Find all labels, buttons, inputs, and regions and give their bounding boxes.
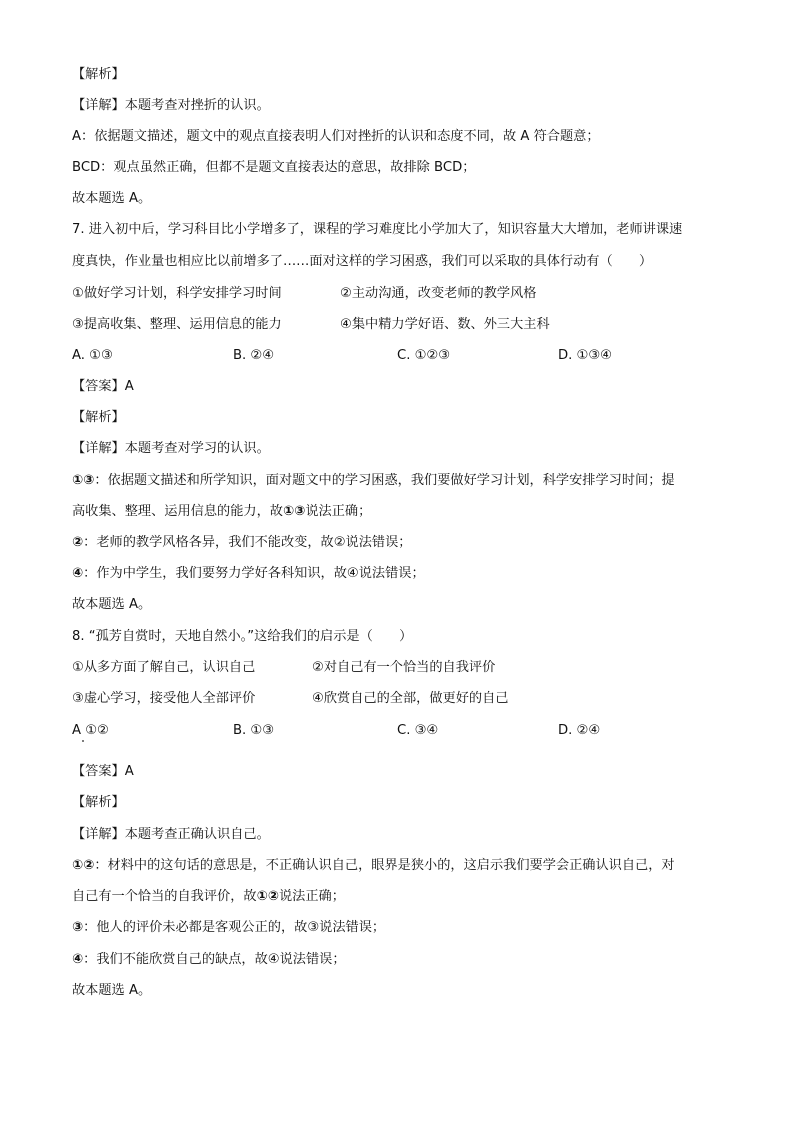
explanation-line (72, 918, 732, 938)
explanation-text: 说法正确； (305, 504, 372, 519)
statement-item: ②主动沟通，改变老师的教学风格 (340, 286, 537, 301)
statement-item: ④欣赏自己的全部，做更好的自己 (312, 691, 509, 706)
explanation-line (72, 950, 732, 970)
statement-item: ②对自己有一个恰当的自我评价 (312, 660, 496, 675)
explanation-line (72, 471, 732, 491)
statement-item: ④集中精力学好语、数、外三大主科 (340, 317, 550, 332)
question-stem: 度真快，作业量也相应比以前增多了……面对这样的学习困惑，我们可以采取的具体行动有（ ） (72, 254, 653, 269)
statement-item: ③虚心学习，接受他人全部评价 (72, 691, 256, 706)
explanation-line (72, 533, 732, 553)
explanation-line (72, 856, 732, 876)
explanation-line: BCD：观点虽然正确，但都不是题文直接表达的意思，故排除 BCD； (72, 160, 476, 175)
xiangjie-text: 【详解】本题考查对挫折的认识。 (72, 98, 270, 113)
explanation-line (72, 502, 732, 522)
jiexi-heading: 【解析】 (72, 410, 125, 425)
option-marker: ③ (72, 920, 84, 935)
xiangjie-text: 【详解】本题考查正确认识自己。 (72, 827, 270, 842)
choice-option: A. ①③ (72, 348, 113, 363)
stray-dot (82, 740, 84, 742)
statement-item: ①从多方面了解自己，认识自己 (72, 660, 256, 675)
explanation-text: 自己有一个恰当的自我评价，故 (72, 889, 257, 904)
conclusion-text: 故本题选 A。 (72, 983, 152, 998)
choice-option: A ①② (72, 723, 109, 738)
jiexi-heading: 【解析】 (72, 795, 125, 810)
choice-option: B. ①③ (233, 723, 275, 738)
option-marker: ①② (72, 858, 95, 873)
explanation-text: ：他人的评价未必都是客观公正的，故③说法错误； (83, 920, 386, 935)
explanation-text: ：材料中的这句话的意思是，不正确认识自己，眼界是狭小的，这启示我们要学会正确认识自己，对 (94, 858, 675, 873)
option-marker: ①② (256, 889, 279, 904)
option-marker: ② (72, 535, 84, 550)
explanation-line: A：依据题文描述，题文中的观点直接表明人们对挫折的认识和态度不同，故 A 符合题意； (72, 129, 600, 144)
option-marker: ④ (72, 952, 84, 967)
explanation-line (72, 887, 732, 907)
choice-option: B. ②④ (233, 348, 275, 363)
conclusion-text: 故本题选 A。 (72, 597, 152, 612)
statement-item: ①做好学习计划，科学安排学习时间 (72, 286, 282, 301)
explanation-text: 高收集、整理、运用信息的能力，故 (72, 504, 283, 519)
option-marker: ①③ (283, 504, 306, 519)
xiangjie-text: 【详解】本题考查对学习的认识。 (72, 441, 270, 456)
conclusion-text: 故本题选 A。 (72, 191, 152, 206)
explanation-text: ：依据题文描述和所学知识，面对题文中的学习困惑，我们要做好学习计划，科学安排学习时间；提 (94, 473, 675, 488)
question-stem: 7. 进入初中后，学习科目比小学增多了，课程的学习难度比小学加大了，知识容量大大增加，老师讲课速 (72, 222, 683, 237)
option-marker: ④ (72, 566, 84, 581)
explanation-text: ：我们不能欣赏自己的缺点，故④说法错误； (83, 952, 346, 967)
answer-text: 【答案】A (72, 379, 134, 394)
answer-text: 【答案】A (72, 764, 134, 779)
explanation-text: 说法正确； (278, 889, 345, 904)
explanation-text: ：老师的教学风格各异，我们不能改变，故②说法错误； (83, 535, 412, 550)
explanation-line (72, 564, 732, 584)
choice-option: C. ①②③ (397, 348, 451, 363)
choice-option: D. ①③④ (558, 348, 613, 363)
jiexi-heading: 【解析】 (72, 67, 125, 82)
explanation-text: ：作为中学生，我们要努力学好各科知识，故④说法错误； (83, 566, 425, 581)
option-marker: ①③ (72, 473, 95, 488)
question-stem: 8. “孤芳自赏时，天地自然小。”这给我们的启示是（ ） (72, 629, 413, 644)
choice-option: D. ②④ (558, 723, 601, 738)
choice-option: C. ③④ (397, 723, 439, 738)
statement-item: ③提高收集、整理、运用信息的能力 (72, 317, 282, 332)
